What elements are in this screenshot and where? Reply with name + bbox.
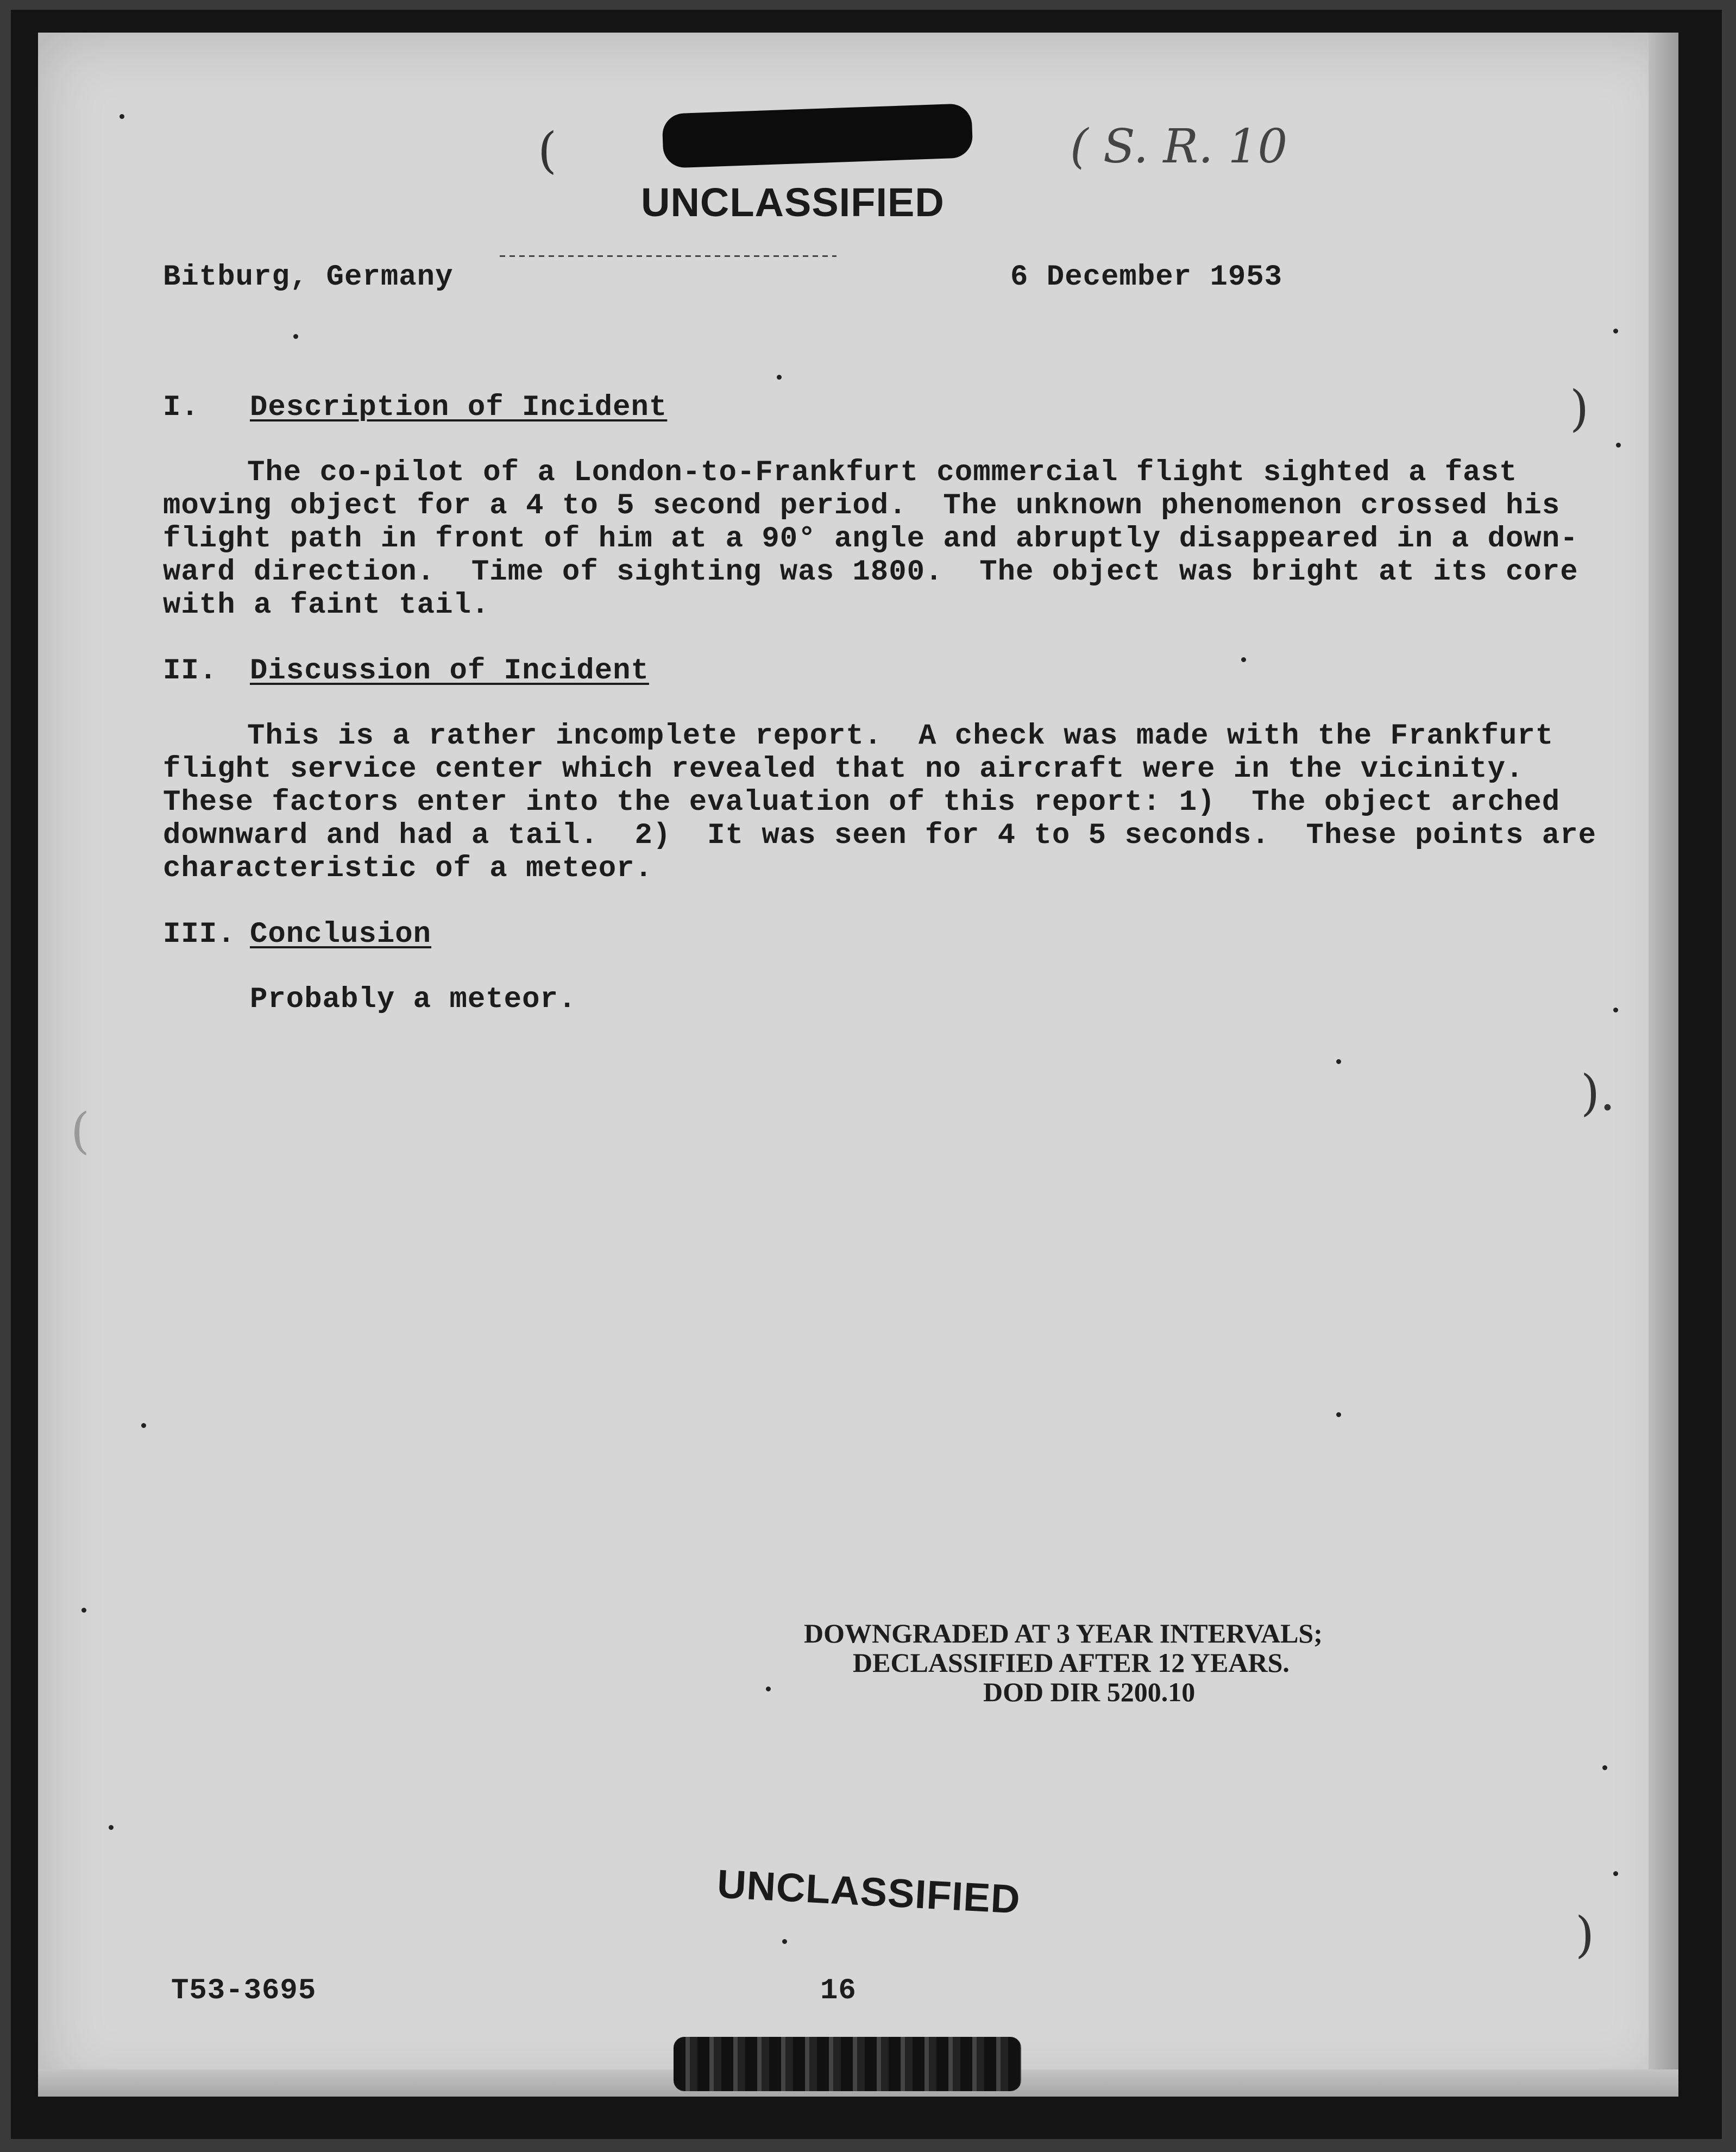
section-3-body: Probably a meteor. <box>250 983 577 1016</box>
date: 6 December 1953 <box>1010 261 1283 294</box>
page-number: 16 <box>820 1974 857 2008</box>
scan-speck <box>141 1423 146 1428</box>
section-2-line: These factors enter into the evaluation of this report: 1) The object arched <box>163 786 1561 819</box>
scan-speck <box>1602 1765 1607 1770</box>
section-2-number: II. <box>163 655 218 688</box>
section-2-line: characteristic of a meteor. <box>163 852 653 885</box>
section-1-line: The co-pilot of a London-to-Frankfurt commercial flight sighted a fast <box>247 456 1518 489</box>
margin-paren-right-2: ). <box>1581 1065 1615 1122</box>
section-3-title: Conclusion <box>250 918 432 951</box>
scan-speck <box>1613 1008 1618 1012</box>
section-2-line: flight service center which revealed that no aircraft were in the vicinity. <box>163 753 1524 786</box>
scan-speck <box>766 1687 771 1691</box>
scan-speck <box>1241 657 1246 662</box>
handwritten-reference: ( S. R. 10 <box>1070 119 1288 174</box>
section-1-line: with a faint tail. <box>163 589 490 622</box>
scan-speck <box>777 375 782 380</box>
declass-line-2: DECLASSIFIED AFTER 12 YEARS. <box>853 1647 1290 1678</box>
margin-paren-right-1: ) <box>1570 380 1589 437</box>
document-page <box>38 33 1678 2097</box>
scan-speck <box>109 1825 114 1830</box>
header-faint-rule <box>500 255 836 257</box>
section-1-line: flight path in front of him at a 90° angle and abruptly disappeared in a down- <box>163 523 1578 556</box>
section-3-number: III. <box>163 918 236 951</box>
section-2-line: This is a rather incomplete report. A check was made with the Frankfurt <box>247 720 1554 753</box>
margin-paren-right-3: ) <box>1575 1906 1595 1964</box>
section-2-title: Discussion of Incident <box>250 655 649 688</box>
section-1-line: ward direction. Time of sighting was 1800. The object was bright at its core <box>163 556 1578 589</box>
location: Bitburg, Germany <box>163 261 454 294</box>
scan-speck <box>1336 1412 1341 1417</box>
redaction-bottom <box>674 2037 1021 2091</box>
scan-speck <box>782 1939 787 1944</box>
file-number: T53-3695 <box>171 1974 317 2008</box>
declassification-stamp <box>804 1619 1323 1707</box>
classification-stamp-bottom: UNCLASSIFIED <box>716 1861 1022 1922</box>
section-1-number: I. <box>163 391 199 424</box>
section-2-body <box>163 720 1596 885</box>
redaction-top <box>662 103 973 168</box>
classification-stamp-top: UNCLASSIFIED <box>641 180 945 225</box>
declass-line-1: DOWNGRADED AT 3 YEAR INTERVALS; <box>804 1618 1323 1648</box>
scan-speck <box>119 114 124 119</box>
margin-paren-top: ( <box>538 122 557 179</box>
declass-line-3: DOD DIR 5200.10 <box>983 1677 1196 1707</box>
scan-speck <box>1613 1871 1618 1876</box>
scan-speck <box>293 334 298 339</box>
margin-paren-left: ( <box>71 1103 90 1160</box>
section-2-line: downward and had a tail. 2) It was seen for 4 to 5 seconds. These points are <box>163 819 1597 852</box>
section-1-title: Description of Incident <box>250 391 668 424</box>
section-1-body <box>163 456 1578 622</box>
page-edge-right <box>1649 33 1678 2097</box>
scan-speck <box>81 1608 86 1613</box>
scan-speck <box>1613 329 1618 334</box>
scan-speck <box>1336 1059 1341 1064</box>
scan-speck <box>1616 443 1621 448</box>
section-1-line: moving object for a 4 to 5 second period. The unknown phenomenon crossed his <box>163 489 1561 523</box>
